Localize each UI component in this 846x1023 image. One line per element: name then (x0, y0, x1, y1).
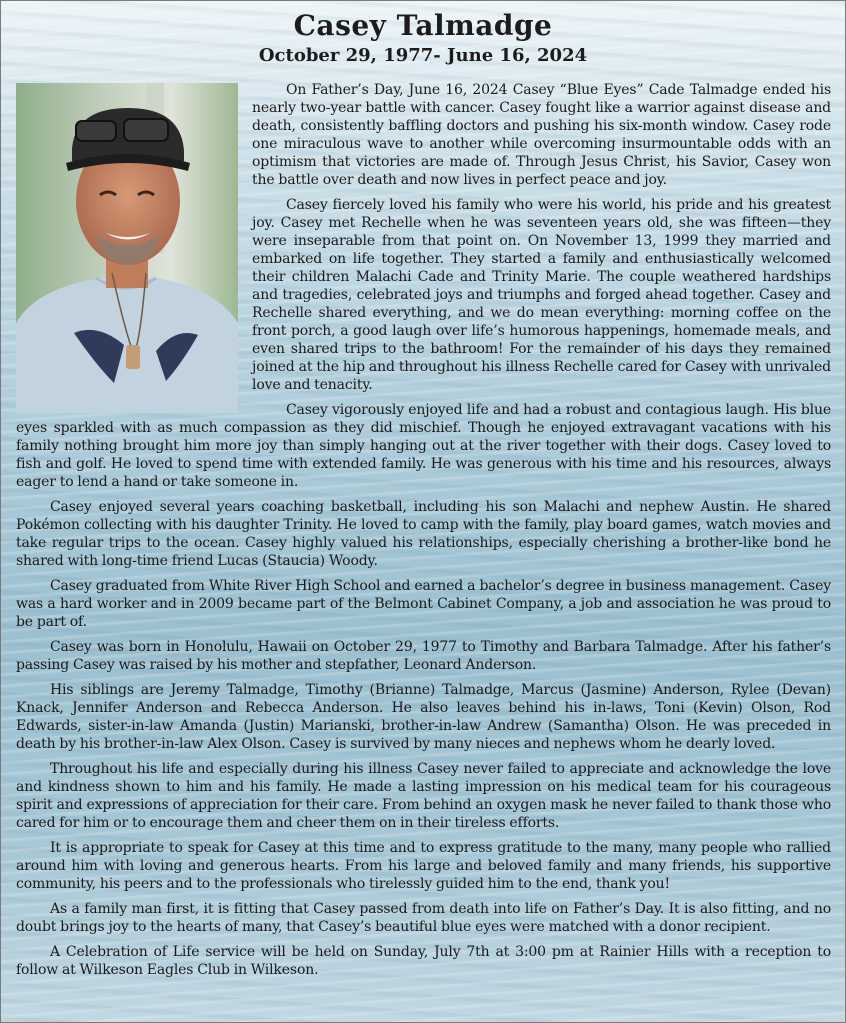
paragraph-2: Casey fiercely loved his family who were his world, his pride and his greatest joy. Casey met Rechelle when he was seventeen years old, she was fifteen—they were inseparable from that point on. On November 13, 1999 they married and embarked on life together. They started a family and enthusiastically welcomed their children Malachi Cade and Trinity Marie. The couple weathered hardships and tragedies, celebrated joys and triumphs and forged ahead together. Casey and Rechelle shared everything, and we do mean everything: morning coffee on the front porch, a good laugh over life’s humorous happenings, homemade meals, and even shared trips to the bathroom! For the remainder of his days they remained joined at the hip and throughout his illness Rechelle cared for Casey with unrivaled love and tenacity. (252, 197, 831, 393)
paragraph-3: Casey vigorously enjoyed life and had a robust and contagious laugh. His blue eyes sparkled with as much compassion as they did mischief. Though he enjoyed extravagant vacations with his family nothing brought him more joy than simply hanging out at the river together with their dogs. Casey loved to fish and golf. He loved to spend time with extended family. He was generous with his time and his resources, always eager to lend a hand or take someone in. (16, 402, 831, 490)
paragraph-9: It is appropriate to speak for Casey at this time and to express gratitude to the many, many people who rallied around him with loving and generous hearts. From his large and beloved family and many friends, his supportive community, his peers and to the professionals who tirelessly guided him to the end, thank you! (16, 840, 831, 892)
paragraph-8: Throughout his life and especially during his illness Casey never failed to appreciate and acknowledge the love and kindness shown to him and his family. He made a lasting impression on his medical team for his courageous spirit and expressions of appreciation for their care. From behind an oxygen mask he never failed to thank those who cared for him or to encourage them and cheer them on in their tireless efforts. (16, 761, 831, 831)
paragraph-10: As a family man first, it is fitting that Casey passed from death into life on Father’s Day. It is also fitting, and no doubt brings joy to the hearts of many, that Casey’s beautiful blue eyes were matched with a donor recipient. (16, 901, 831, 935)
paragraph-7: His siblings are Jeremy Talmadge, Timothy (Brianne) Talmadge, Marcus (Jasmine) Anderson, Rylee (Devan) Knack, Jennifer Anderson and Rebecca Anderson. He also leaves behind his in-laws, Toni (Kevin) Olson, Rod Edwards, sister-in-law Amanda (Justin) Marianski, brother-in-law Andrew (Samantha) Olson. He was preceded in death by his brother-in-law Alex Olson. Casey is survived by many nieces and nephews whom he dearly loved. (16, 682, 831, 752)
paragraph-4: Casey enjoyed several years coaching basketball, including his son Malachi and nephew Austin. He shared Pokémon collecting with his daughter Trinity. He loved to camp with the family, play board games, watch movies and take regular trips to the ocean. Casey highly valued his relationships, especially cherishing a brother-like bond he shared with long-time friend Lucas (Staucia) Woody. (16, 499, 831, 569)
paragraph-11: A Celebration of Life service will be held on Sunday, July 7th at 3:00 pm at Rainier Hills with a reception to follow at Wilkeson Eagles Club in Wilkeson. (16, 944, 831, 978)
paragraph-5: Casey graduated from White River High School and earned a bachelor’s degree in business management. Casey was a hard worker and in 2009 became part of the Belmont Cabinet Company, a job and association he was proud to be part of. (16, 578, 831, 630)
paragraph-6: Casey was born in Honolulu, Hawaii on October 29, 1977 to Timothy and Barbara Talmadge. After his father’s passing Casey was raised by his mother and stepfather, Leonard Anderson. (16, 639, 831, 673)
paragraph-1: On Father’s Day, June 16, 2024 Casey “Blue Eyes” Cade Talmadge ended his nearly two-year battle with cancer. Casey fought like a warrior against disease and death, consistently baffling doctors and pushing his six-month window. Casey rode one miraculous wave to another while overcoming insurmountable odds with an optimism that victories are made of. Through Jesus Christ, his Savior, Casey won the battle over death and now lives in perfect peace and joy. (252, 82, 831, 188)
obituary-title: Casey Talmadge (293, 9, 553, 42)
life-dates: October 29, 1977- June 16, 2024 (258, 45, 588, 66)
portrait-photo (16, 83, 238, 413)
obituary-body (16, 81, 831, 986)
